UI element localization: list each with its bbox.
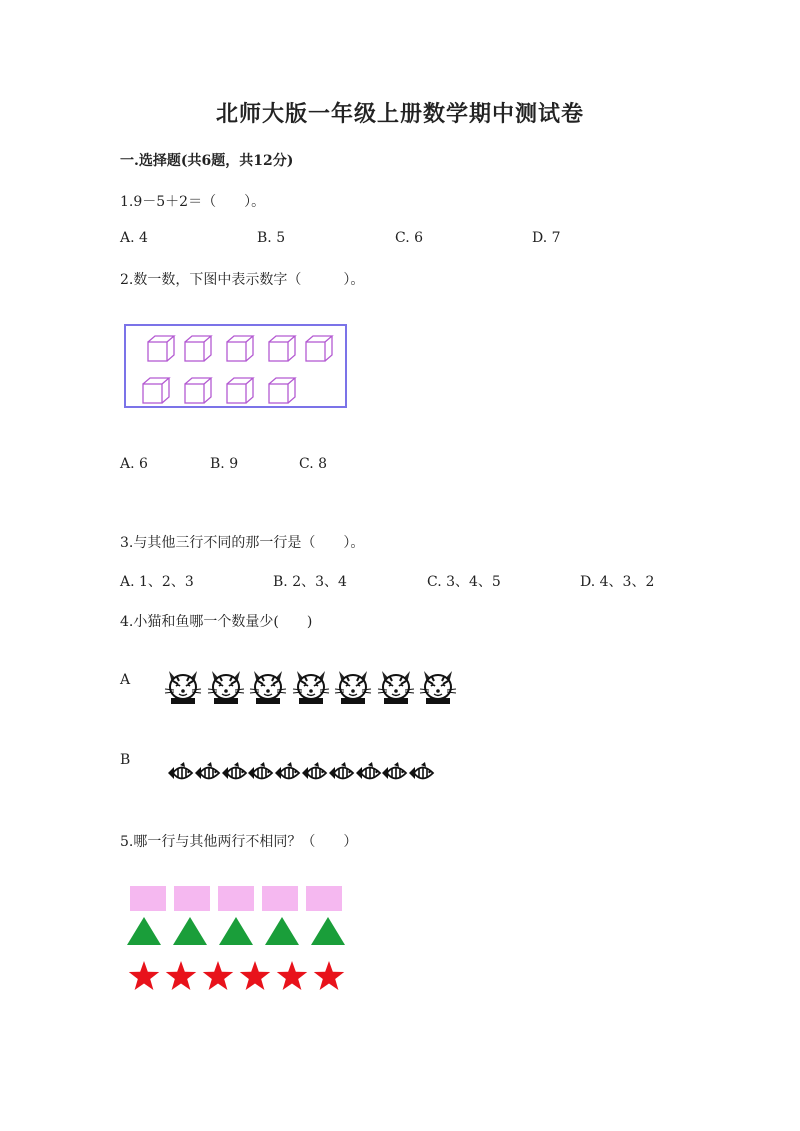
fish-icon — [246, 761, 274, 785]
row-label-b: B — [120, 752, 131, 768]
section-heading: 一.选择题(共6题，共12分) — [120, 153, 294, 169]
fish-icon — [220, 761, 248, 785]
red-star-icon — [201, 960, 235, 992]
fish-icon — [327, 761, 355, 785]
question-1-option-b[interactable]: B. 5 — [257, 230, 286, 246]
red-star-icon — [312, 960, 346, 992]
red-star-icon — [238, 960, 272, 992]
fish-icon — [380, 761, 408, 785]
cube-icon — [146, 334, 176, 364]
pink-rectangle-icon — [218, 886, 254, 911]
question-2-option-a[interactable]: A. 6 — [120, 456, 148, 472]
cube-icon — [267, 376, 297, 406]
question-2-stem: 2.数一数，下图中表示数字（ ）。 — [120, 272, 365, 288]
fish-icon — [193, 761, 221, 785]
question-3-option-a[interactable]: A. 1、2、3 — [120, 574, 194, 590]
question-5-stem: 5.哪一行与其他两行不相同？（ ） — [120, 834, 358, 850]
fish-icon — [407, 761, 435, 785]
fish-icon — [166, 761, 194, 785]
green-triangle-icon — [219, 917, 253, 945]
question-3-stem: 3.与其他三行不同的那一行是（ ）。 — [120, 535, 365, 551]
question-2-option-c[interactable]: C. 8 — [299, 456, 328, 472]
cat-icon — [248, 667, 288, 705]
red-star-icon — [164, 960, 198, 992]
pink-rectangle-icon — [130, 886, 166, 911]
green-triangle-icon — [311, 917, 345, 945]
fish-icon — [354, 761, 382, 785]
cat-icon — [418, 667, 458, 705]
cube-icon — [225, 334, 255, 364]
question-1-option-c[interactable]: C. 6 — [395, 230, 424, 246]
pink-rectangle-icon — [262, 886, 298, 911]
question-3-option-d[interactable]: D. 4、3、2 — [580, 574, 655, 590]
cube-icon — [225, 376, 255, 406]
cube-icon — [141, 376, 171, 406]
question-1-option-d[interactable]: D. 7 — [532, 230, 561, 246]
question-2-option-b[interactable]: B. 9 — [210, 456, 239, 472]
question-1-stem: 1.9－5＋2＝（ ）。 — [120, 194, 266, 210]
pink-rectangle-icon — [306, 886, 342, 911]
green-triangle-icon — [265, 917, 299, 945]
cube-icon — [267, 334, 297, 364]
question-4-stem: 4.小猫和鱼哪一个数量少( ) — [120, 614, 313, 630]
cat-icon — [163, 667, 203, 705]
row-label-a: A — [120, 672, 131, 688]
red-star-icon — [275, 960, 309, 992]
cat-icon — [206, 667, 246, 705]
cat-icon — [376, 667, 416, 705]
question-1-option-a[interactable]: A. 4 — [120, 230, 148, 246]
green-triangle-icon — [127, 917, 161, 945]
question-3-option-b[interactable]: B. 2、3、4 — [273, 574, 347, 590]
question-3-option-c[interactable]: C. 3、4、5 — [427, 574, 501, 590]
green-triangle-icon — [173, 917, 207, 945]
page-title: 北师大版一年级上册数学期中测试卷 — [215, 101, 584, 127]
red-star-icon — [127, 960, 161, 992]
pink-rectangle-icon — [174, 886, 210, 911]
fish-icon — [300, 761, 328, 785]
fish-icon — [273, 761, 301, 785]
cube-icon — [183, 334, 213, 364]
cat-icon — [333, 667, 373, 705]
cube-icon — [183, 376, 213, 406]
cube-icon — [304, 334, 334, 364]
cat-icon — [291, 667, 331, 705]
